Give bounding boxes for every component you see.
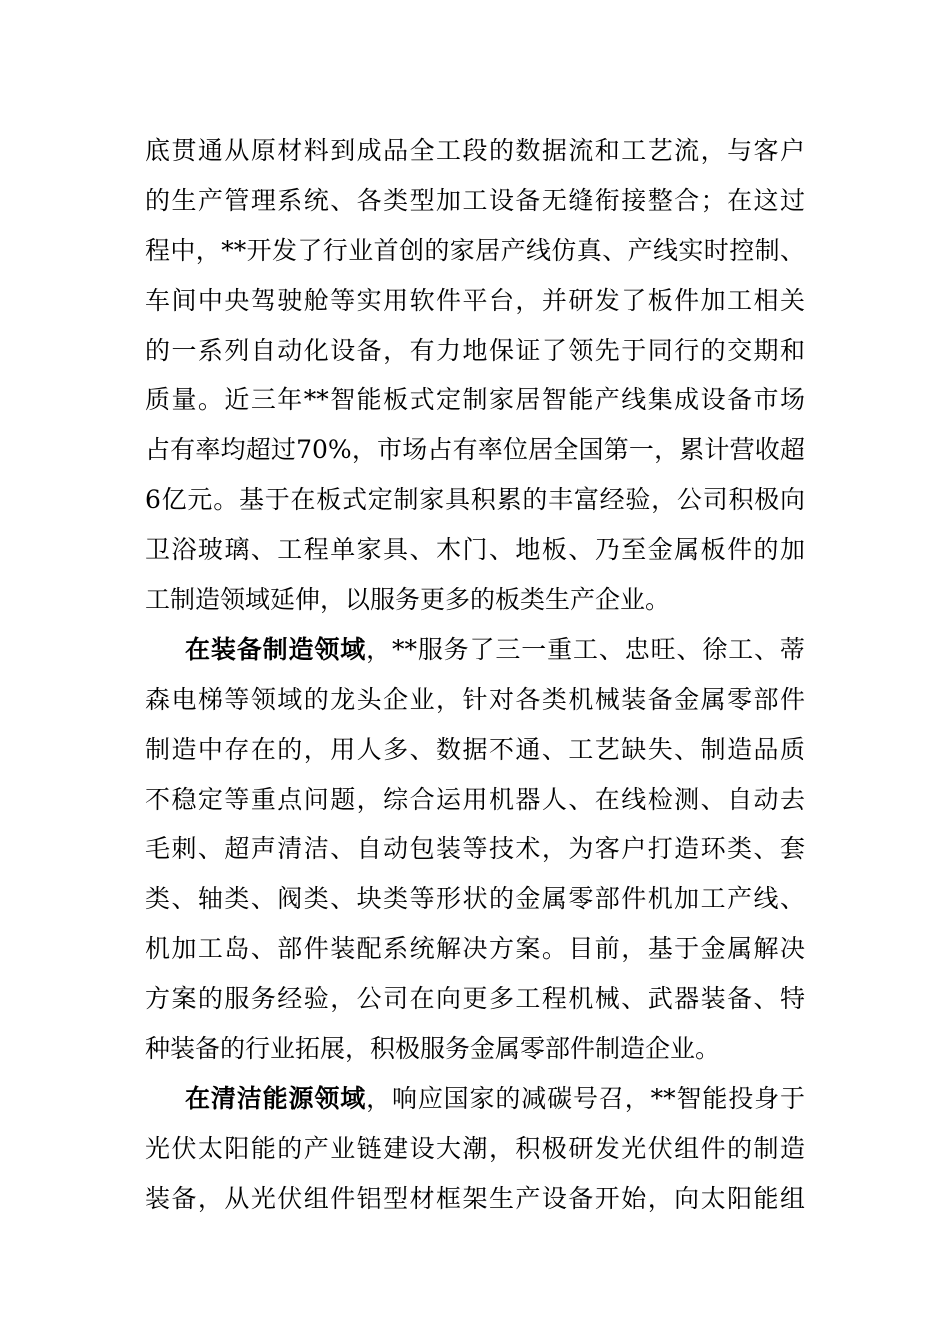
text-line: 程中，**开发了行业首创的家居产线仿真、产线实时控制、 — [145, 235, 805, 265]
text-line: 毛刺、超声清洁、自动包装等技术，为客户打造环类、套 — [145, 834, 805, 864]
text-line: 制造中存在的，用人多、数据不通、工艺缺失、制造品质 — [145, 734, 805, 764]
text-line — [145, 625, 805, 675]
text-line: 工制造领域延伸，以服务更多的板类生产企业。 — [145, 585, 671, 615]
paragraph-equipment-manufacturing — [145, 625, 805, 1074]
text-run: ，响应国家的减碳号召，**智能投身于 — [366, 1083, 805, 1113]
text-line: 卫浴玻璃、工程单家具、木门、地板、乃至金属板件的加 — [145, 535, 805, 565]
text-line — [145, 1074, 805, 1124]
paragraph-board-furniture — [145, 126, 805, 625]
text-line: 车间中央驾驶舱等实用软件平台，并研发了板件加工相关 — [145, 285, 805, 315]
text-line: 占有率均超过70%，市场占有率位居全国第一，累计营收超 — [145, 435, 805, 465]
text-line: 质量。近三年**智能板式定制家居智能产线集成设备市场 — [145, 385, 805, 415]
text-line: 6亿元。基于在板式定制家具积累的丰富经验，公司积极向 — [145, 485, 805, 515]
text-line: 底贯通从原材料到成品全工段的数据流和工艺流，与客户 — [145, 136, 805, 165]
text-line: 光伏太阳能的产业链建设大潮，积极研发光伏组件的制造 — [145, 1133, 805, 1163]
document-body — [145, 126, 805, 1224]
text-line: 装备，从光伏组件铝型材框架生产设备开始，向太阳能组 — [145, 1183, 805, 1213]
text-line: 机加工岛、部件装配系统解决方案。目前，基于金属解决 — [145, 934, 805, 964]
paragraph-heading: 在装备制造领域 — [185, 634, 367, 664]
paragraph-heading: 在清洁能源领域 — [185, 1083, 367, 1113]
text-line: 的一系列自动化设备，有力地保证了领先于同行的交期和 — [145, 335, 805, 365]
text-line: 种装备的行业拓展，积极服务金属零部件制造企业。 — [145, 1034, 721, 1064]
text-run: ，**服务了三一重工、忠旺、徐工、蒂 — [366, 634, 805, 664]
text-line: 不稳定等重点问题，综合运用机器人、在线检测、自动去 — [145, 784, 805, 814]
text-line: 方案的服务经验，公司在向更多工程机械、武器装备、特 — [145, 984, 805, 1014]
text-line: 的生产管理系统、各类型加工设备无缝衔接整合；在这过 — [145, 185, 805, 215]
text-line: 森电梯等领域的龙头企业，针对各类机械装备金属零部件 — [145, 684, 805, 714]
paragraph-clean-energy — [145, 1074, 805, 1224]
text-line: 类、轴类、阀类、块类等形状的金属零部件机加工产线、 — [145, 884, 805, 914]
